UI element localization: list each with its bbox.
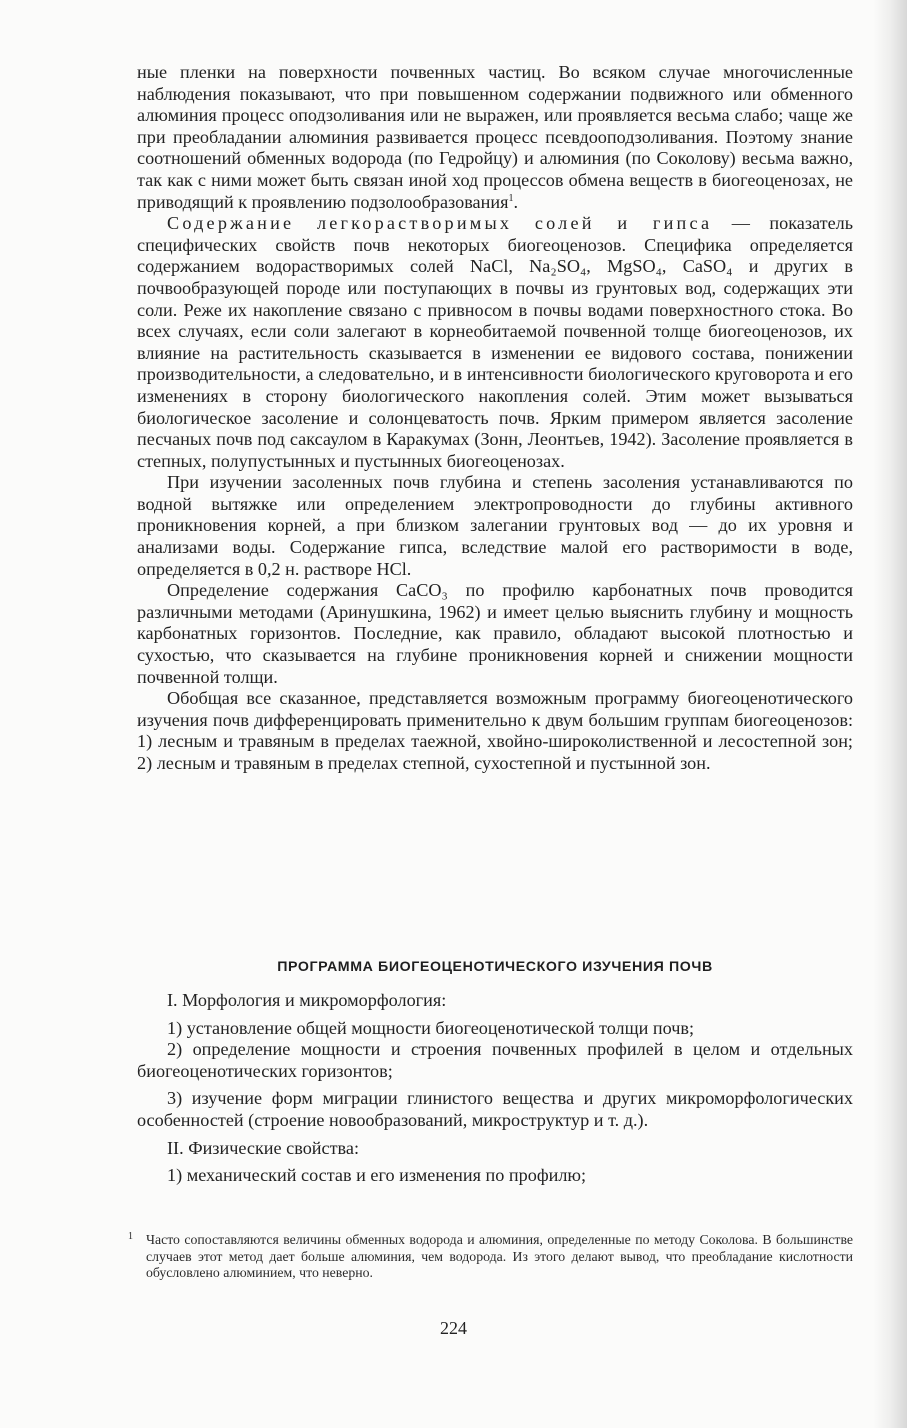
paragraph-5: Обобщая все сказанное, представляется возможным программу биогеоценотического изучения почв дифференцировать применительно к двум большим группам биогеоценозов: 1) лесным и травяным в пределах таежной, хвойно-широколиственной и лесостепной зон; 2) лесным и травяным в пределах степной, сухостепной и пустынной зон.: [137, 688, 853, 773]
main-text: [137, 62, 853, 775]
footnote: [128, 1231, 853, 1282]
program-list: [137, 990, 853, 1187]
spaced-heading: Содержание легкорастворимых солей и гипса: [167, 213, 713, 234]
program-item: 1) механический состав и его изменения по профилю;: [167, 1165, 587, 1186]
section-title: ПРОГРАММА БИОГЕОЦЕНОТИЧЕСКОГО ИЗУЧЕНИЯ ПОЧВ: [277, 959, 713, 975]
paragraph-2: Содержание легкорастворимых солей и гипса — показатель специфических свойств почв некоторых биогеоценозов. Специфика определяется содержанием водорастворимых солей NaCl, Na₂SO₄, MgSO₄, CaSO₄ и других в почвообразующей породе или поступающих в почвы из грунтовых вод, содержащих эти соли. Реже их накопление связано с привносом в почвы водами поверхностного стока. Во всех случаях, если соли залегают в корнеобитаемой почвенной толще биогеоценозов, их влияние на растительность сказывается в изменении ее видового состава, понижении производительности, а следовательно, и в интенсивности биологического круговорота и его изменениях в сторону биологического накопления солей. Этим может вызываться биологическое засоление и солонцеватость почв. Ярким примером является засоление песчаных почв под саксаулом в Каракумах (Зонн, Леонтьев, 1942). Засоление проявляется в степных, полупустынных и пустынных биогеоценозах.: [137, 213, 854, 471]
program-item: 1) установление общей мощности биогеоценотической толщи почв;: [167, 1017, 695, 1038]
program-item: 3) изучение форм миграции глинистого вещества и других микроморфологических особенностей (строение новообразований, микроструктур и т. д.).: [137, 1088, 853, 1130]
program-item: 2) определение мощности и строения почвенных профилей в целом и отдельных биогеоценотических горизонтов;: [137, 1039, 853, 1081]
heading-dash: —: [712, 213, 770, 234]
page-number: 224: [440, 1318, 467, 1338]
footnote-mark: 1: [128, 1231, 133, 1242]
program-section-2-title: II. Физические свойства:: [167, 1137, 360, 1158]
paragraph-4: Определение содержания CaCO₃ по профилю карбонатных почв проводится различными методами (Аринушкина, 1962) и имеет целью выяснить глубину и мощность карбонатных горизонтов. Последние, как правило, обладают высокой плотностью и сухостью, что сказывается на глубине проникновения корней и снижении мощности почвенной толщи.: [137, 580, 853, 687]
paragraph-3: При изучении засоленных почв глубина и степень засоления устанавливаются по водной вытяжке или определением электропроводности до глубины активного проникновения корней, а при близком залегании грунтовых вод — до их уровня и анализами воды. Содержание гипса, вследствие малой его растворимости в воде, определяется в 0,2 н. растворе HCl.: [137, 472, 853, 579]
footnote-reference: 1: [508, 192, 514, 204]
program-section-1-title: I. Морфология и микроморфология:: [167, 990, 447, 1010]
paragraph-1: ные пленки на поверхности почвенных частиц. Во всяком случае многочисленные наблюдения показывают, что при повышенном содержании подвижного или обменного алюминия процесс оподзоливания или не выражен, или проявляется весьма слабо; чаще же при преобладании алюминия развивается процесс псевдооподзоливания. Поэтому знание соотношений обменных водорода (по Гедройцу) и алюминия (по Соколову) весьма важно, так как с ними может быть связан иной ход процессов обмена веществ в биогеоценозах, не приводящий к проявлению подзолообразования$^1$.: [137, 62, 853, 212]
footnote-text: Часто сопоставляются величины обменных водорода и алюминия, определенные по методу Соколова. В большинстве случаев этот метод дает больше алюминия, чем водорода. Из этого делают вывод, что преобладание кислотности обусловлено алюминием, что неверно.: [146, 1232, 853, 1280]
page-edge-shadow: [873, 0, 907, 1428]
